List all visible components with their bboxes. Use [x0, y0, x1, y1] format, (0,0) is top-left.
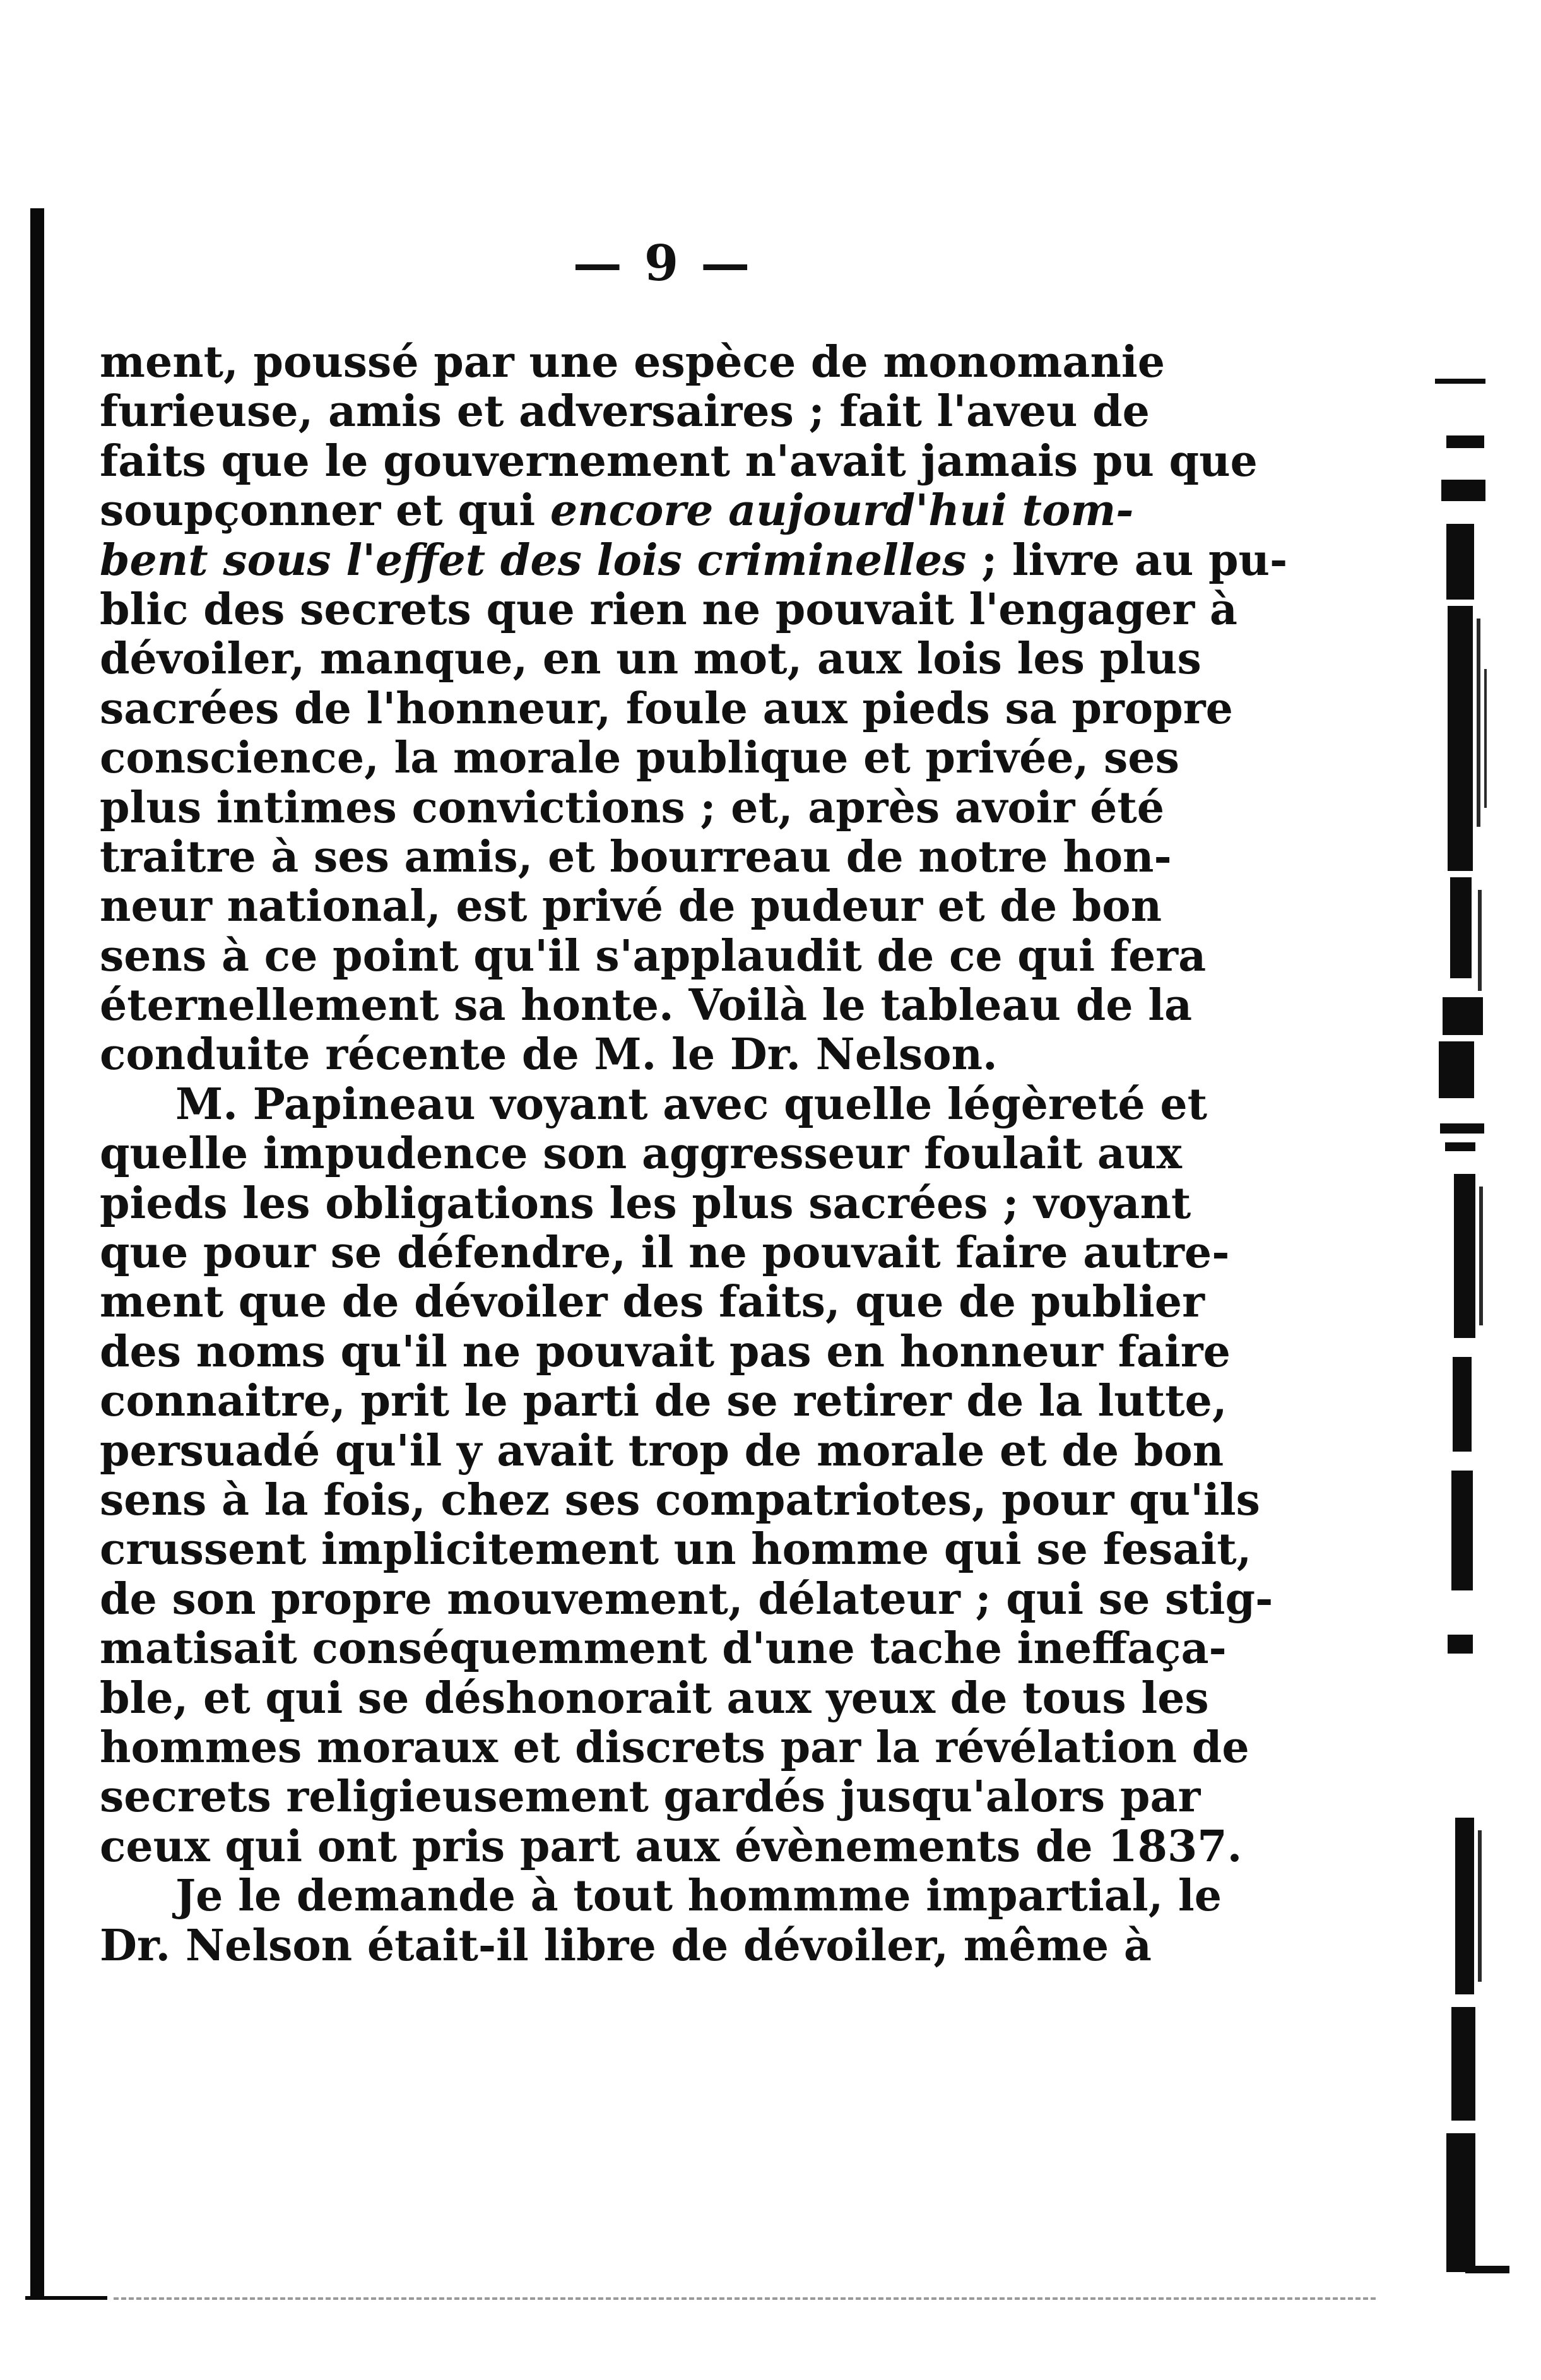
left-margin-rule: [30, 208, 44, 2297]
text-line: secrets religieusement gardés jusqu'alors par: [100, 1772, 1201, 1823]
text-line: sens à ce point qu'il s'applaudit de ce qui fera: [100, 930, 1207, 981]
text-line: matisait conséquemment d'une tache ineffaça-: [100, 1623, 1227, 1674]
text-line: que pour se défendre, il ne pouvait faire autre-: [100, 1228, 1230, 1279]
body-text: [100, 337, 1288, 1971]
text-segment: soupçonner et qui: [100, 485, 536, 536]
text-line: furieuse, amis et adversaires ; fait l'aveu de: [100, 386, 1150, 437]
italic-segment: bent sous l'effet des lois criminelles: [100, 535, 967, 586]
text-line: faits que le gouvernement n'avait jamais pu que: [100, 435, 1258, 487]
text-line: plus intimes convictions ; et, après avoir été: [100, 782, 1165, 833]
text-line: hommes moraux et discrets par la révélation de: [100, 1722, 1249, 1773]
bottom-margin-rule: [25, 2296, 107, 2300]
text-line: quelle impudence son aggresseur foulait aux: [100, 1128, 1182, 1180]
text-line: ceux qui ont pris part aux évènements de 1837.: [100, 1821, 1243, 1872]
text-line: sens à la fois, chez ses compatriotes, pour qu'ils: [100, 1474, 1260, 1525]
text-line: M. Papineau voyant avec quelle légèreté et: [175, 1079, 1207, 1130]
text-line: ment que de dévoiler des faits, que de publier: [100, 1277, 1205, 1328]
text-line: persuadé qu'il y avait trop de morale et de bon: [100, 1425, 1224, 1476]
text-line: Je le demande à tout hommme impartial, le: [175, 1871, 1222, 1922]
text-line: crussent implicitement un homme qui se fesait,: [100, 1524, 1252, 1575]
text-line: ment, poussé par une espèce de monomanie: [100, 337, 1166, 388]
page-number: — 9 —: [572, 235, 753, 292]
italic-segment: encore aujourd'hui tom-: [550, 485, 1134, 536]
text-line: dévoiler, manque, en un mot, aux lois les plus: [100, 634, 1202, 685]
text-line: sacrées de l'honneur, foule aux pieds sa propre: [100, 683, 1233, 734]
text-line: connaitre, prit le parti de se retirer de la lutte,: [100, 1376, 1227, 1427]
text-line: pieds les obligations les plus sacrées ; voyant: [100, 1178, 1191, 1229]
text-line: conduite récente de M. le Dr. Nelson.: [100, 1029, 998, 1080]
scan-edge-artifacts: [1276, 0, 1541, 2380]
text-line: [100, 535, 1288, 586]
text-line: [100, 485, 1134, 536]
text-line: éternellement sa honte. Voilà le tableau de la: [100, 980, 1193, 1031]
text-line: blic des secrets que rien ne pouvait l'engager à: [100, 584, 1237, 635]
text-line: neur national, est privé de pudeur et de bon: [100, 881, 1162, 932]
text-line: de son propre mouvement, délateur ; qui se stig-: [100, 1573, 1273, 1625]
text-line: Dr. Nelson était-il libre de dévoiler, même à: [100, 1920, 1152, 1971]
text-line: des noms qu'il ne pouvait pas en honneur faire: [100, 1326, 1231, 1377]
text-line: conscience, la morale publique et privée, ses: [100, 733, 1179, 784]
text-segment: ; livre au pu-: [966, 535, 1288, 586]
bottom-scan-dashes: [114, 2297, 1376, 2300]
text-line: ble, et qui se déshonorait aux yeux de tous les: [100, 1673, 1209, 1724]
text-line: traitre à ses amis, et bourreau de notre hon-: [100, 831, 1172, 882]
